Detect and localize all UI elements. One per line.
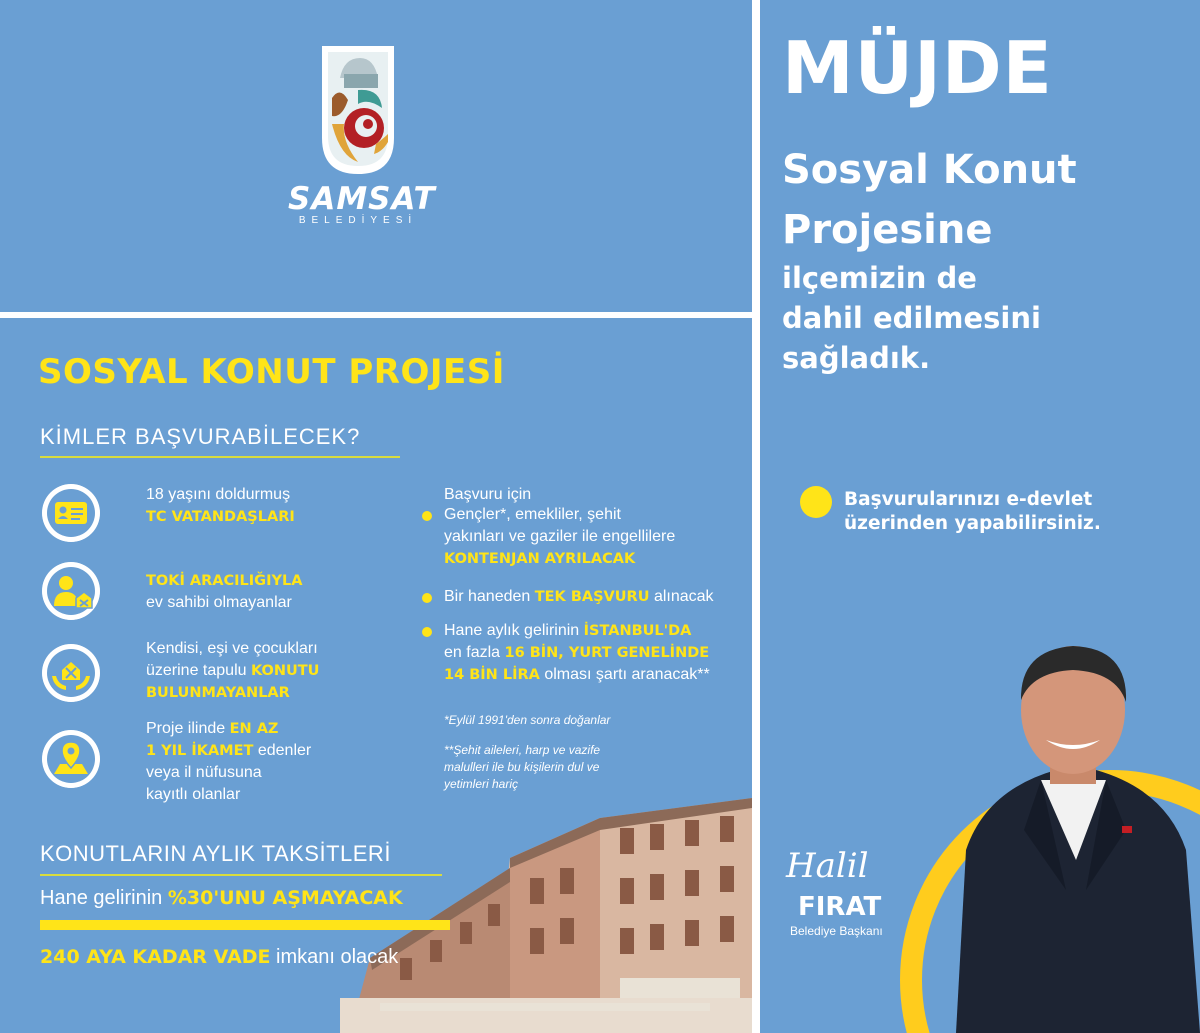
person-home-icon (42, 562, 100, 620)
note-text: üzerinden yapabilirsiniz. (844, 513, 1101, 534)
municipality-logo (288, 38, 436, 226)
footnote-2 (444, 742, 600, 793)
divider (40, 456, 400, 458)
list-item-text: alınacak (653, 588, 714, 605)
criterion-text: edenler (257, 742, 312, 759)
criterion-text: Proje ilinde (146, 720, 226, 737)
footnote-1: *Eylül 1991'den sonra doğanlar (444, 713, 611, 727)
list-item (422, 586, 752, 608)
mayor-title: Belediye Başkanı (790, 924, 883, 938)
criterion-text: Kendisi, eşi ve çocukları (146, 640, 318, 657)
criterion-highlight: TC VATANDAŞLARI (146, 509, 295, 525)
installments-line-2 (40, 946, 398, 969)
note-text: Başvurularınızı e-devlet (844, 489, 1093, 510)
who-can-apply-title: KİMLER BAŞVURABİLECEK? (40, 424, 361, 449)
criterion-2 (146, 570, 302, 614)
list-item-text: en fazla (444, 644, 501, 661)
installments-highlight: %30'UNU AŞMAYACAK (167, 887, 403, 909)
conditions-list (422, 486, 752, 686)
mayor-portrait (946, 630, 1200, 1033)
list-item (422, 504, 752, 570)
criterion-highlight: EN AZ (229, 721, 279, 737)
info-panel (0, 318, 752, 1033)
footnote-text: **Şehit aileleri, harp ve vazife (444, 743, 601, 757)
list-item-text: Hane aylık gelirinin (444, 622, 580, 639)
announcement-text: Projesine (782, 207, 993, 253)
divider (40, 874, 442, 876)
installments-text: imkanı olacak (276, 946, 399, 968)
yellow-bar (40, 920, 450, 930)
logo-emblem-icon (318, 38, 398, 178)
list-item (422, 620, 752, 686)
building-illustration (340, 798, 752, 1033)
logo-panel (0, 0, 752, 312)
announcement-mid (782, 258, 1041, 378)
criterion-highlight: KONUTU (250, 663, 320, 679)
list-item-text: olması şartı aranacak** (544, 666, 710, 683)
announcement-text: Sosyal Konut (782, 147, 1077, 193)
list-item-highlight: 14 BİN LİRA (444, 667, 540, 683)
mayor-surname: FIRAT (798, 892, 882, 922)
announcement-big (782, 140, 1077, 260)
installments-text: Hane gelirinin (40, 887, 163, 909)
installments-highlight: 240 AYA KADAR VADE (40, 946, 271, 968)
criterion-text: veya il nüfusuna (146, 764, 262, 781)
conditions-intro: Başvuru için (444, 486, 532, 503)
announcement-text: ilçemizin de (782, 261, 977, 295)
list-item-text: Bir haneden (444, 588, 531, 605)
criterion-1 (146, 484, 295, 528)
criterion-text: ev sahibi olmayanlar (146, 594, 292, 611)
edevlet-note (844, 488, 1101, 536)
list-item-highlight: İSTANBUL'DA (583, 623, 692, 639)
mayor-signature: Halil (786, 846, 869, 886)
logo-name: SAMSAT (288, 181, 436, 217)
headline: MÜJDE (782, 26, 1053, 110)
location-pin-icon (42, 730, 100, 788)
announcement-text: sağladık. (782, 341, 931, 375)
installments-line-1 (40, 887, 403, 910)
hands-home-icon (42, 644, 100, 702)
criterion-3 (146, 638, 319, 704)
announcement-text: dahil edilmesini (782, 301, 1041, 335)
footnote-text: malulleri ile bu kişilerin dul ve (444, 760, 600, 774)
bullet-dot-icon (800, 486, 832, 518)
criterion-highlight: TOKİ ARACILIĞIYLA (146, 573, 303, 589)
list-item-text: yakınları ve gaziler ile engellilere (444, 528, 676, 545)
list-item-highlight: KONTENJAN AYRILACAK (444, 551, 636, 567)
id-card-icon (42, 484, 100, 542)
criterion-text: 18 yaşını doldurmuş (146, 486, 291, 503)
info-title: SOSYAL KONUT PROJESİ (38, 352, 505, 392)
criterion-4 (146, 718, 311, 806)
footnote-text: yetimleri hariç (444, 777, 519, 791)
list-item-highlight: TEK BAŞVURU (534, 589, 650, 605)
criterion-text: üzerine tapulu (146, 662, 247, 679)
criterion-highlight: BULUNMAYANLAR (146, 685, 290, 701)
list-item-text: Gençler*, emekliler, şehit (444, 506, 621, 523)
criterion-text: kayıtlı olanlar (146, 786, 241, 803)
criterion-highlight: 1 YIL İKAMET (146, 743, 254, 759)
logo-subtitle: BELEDİYESİ (298, 215, 418, 226)
installments-title: KONUTLARIN AYLIK TAKSİTLERİ (40, 841, 391, 866)
list-item-highlight: 16 BİN, YURT GENELİNDE (504, 645, 710, 661)
announcement-panel (760, 0, 1200, 1033)
